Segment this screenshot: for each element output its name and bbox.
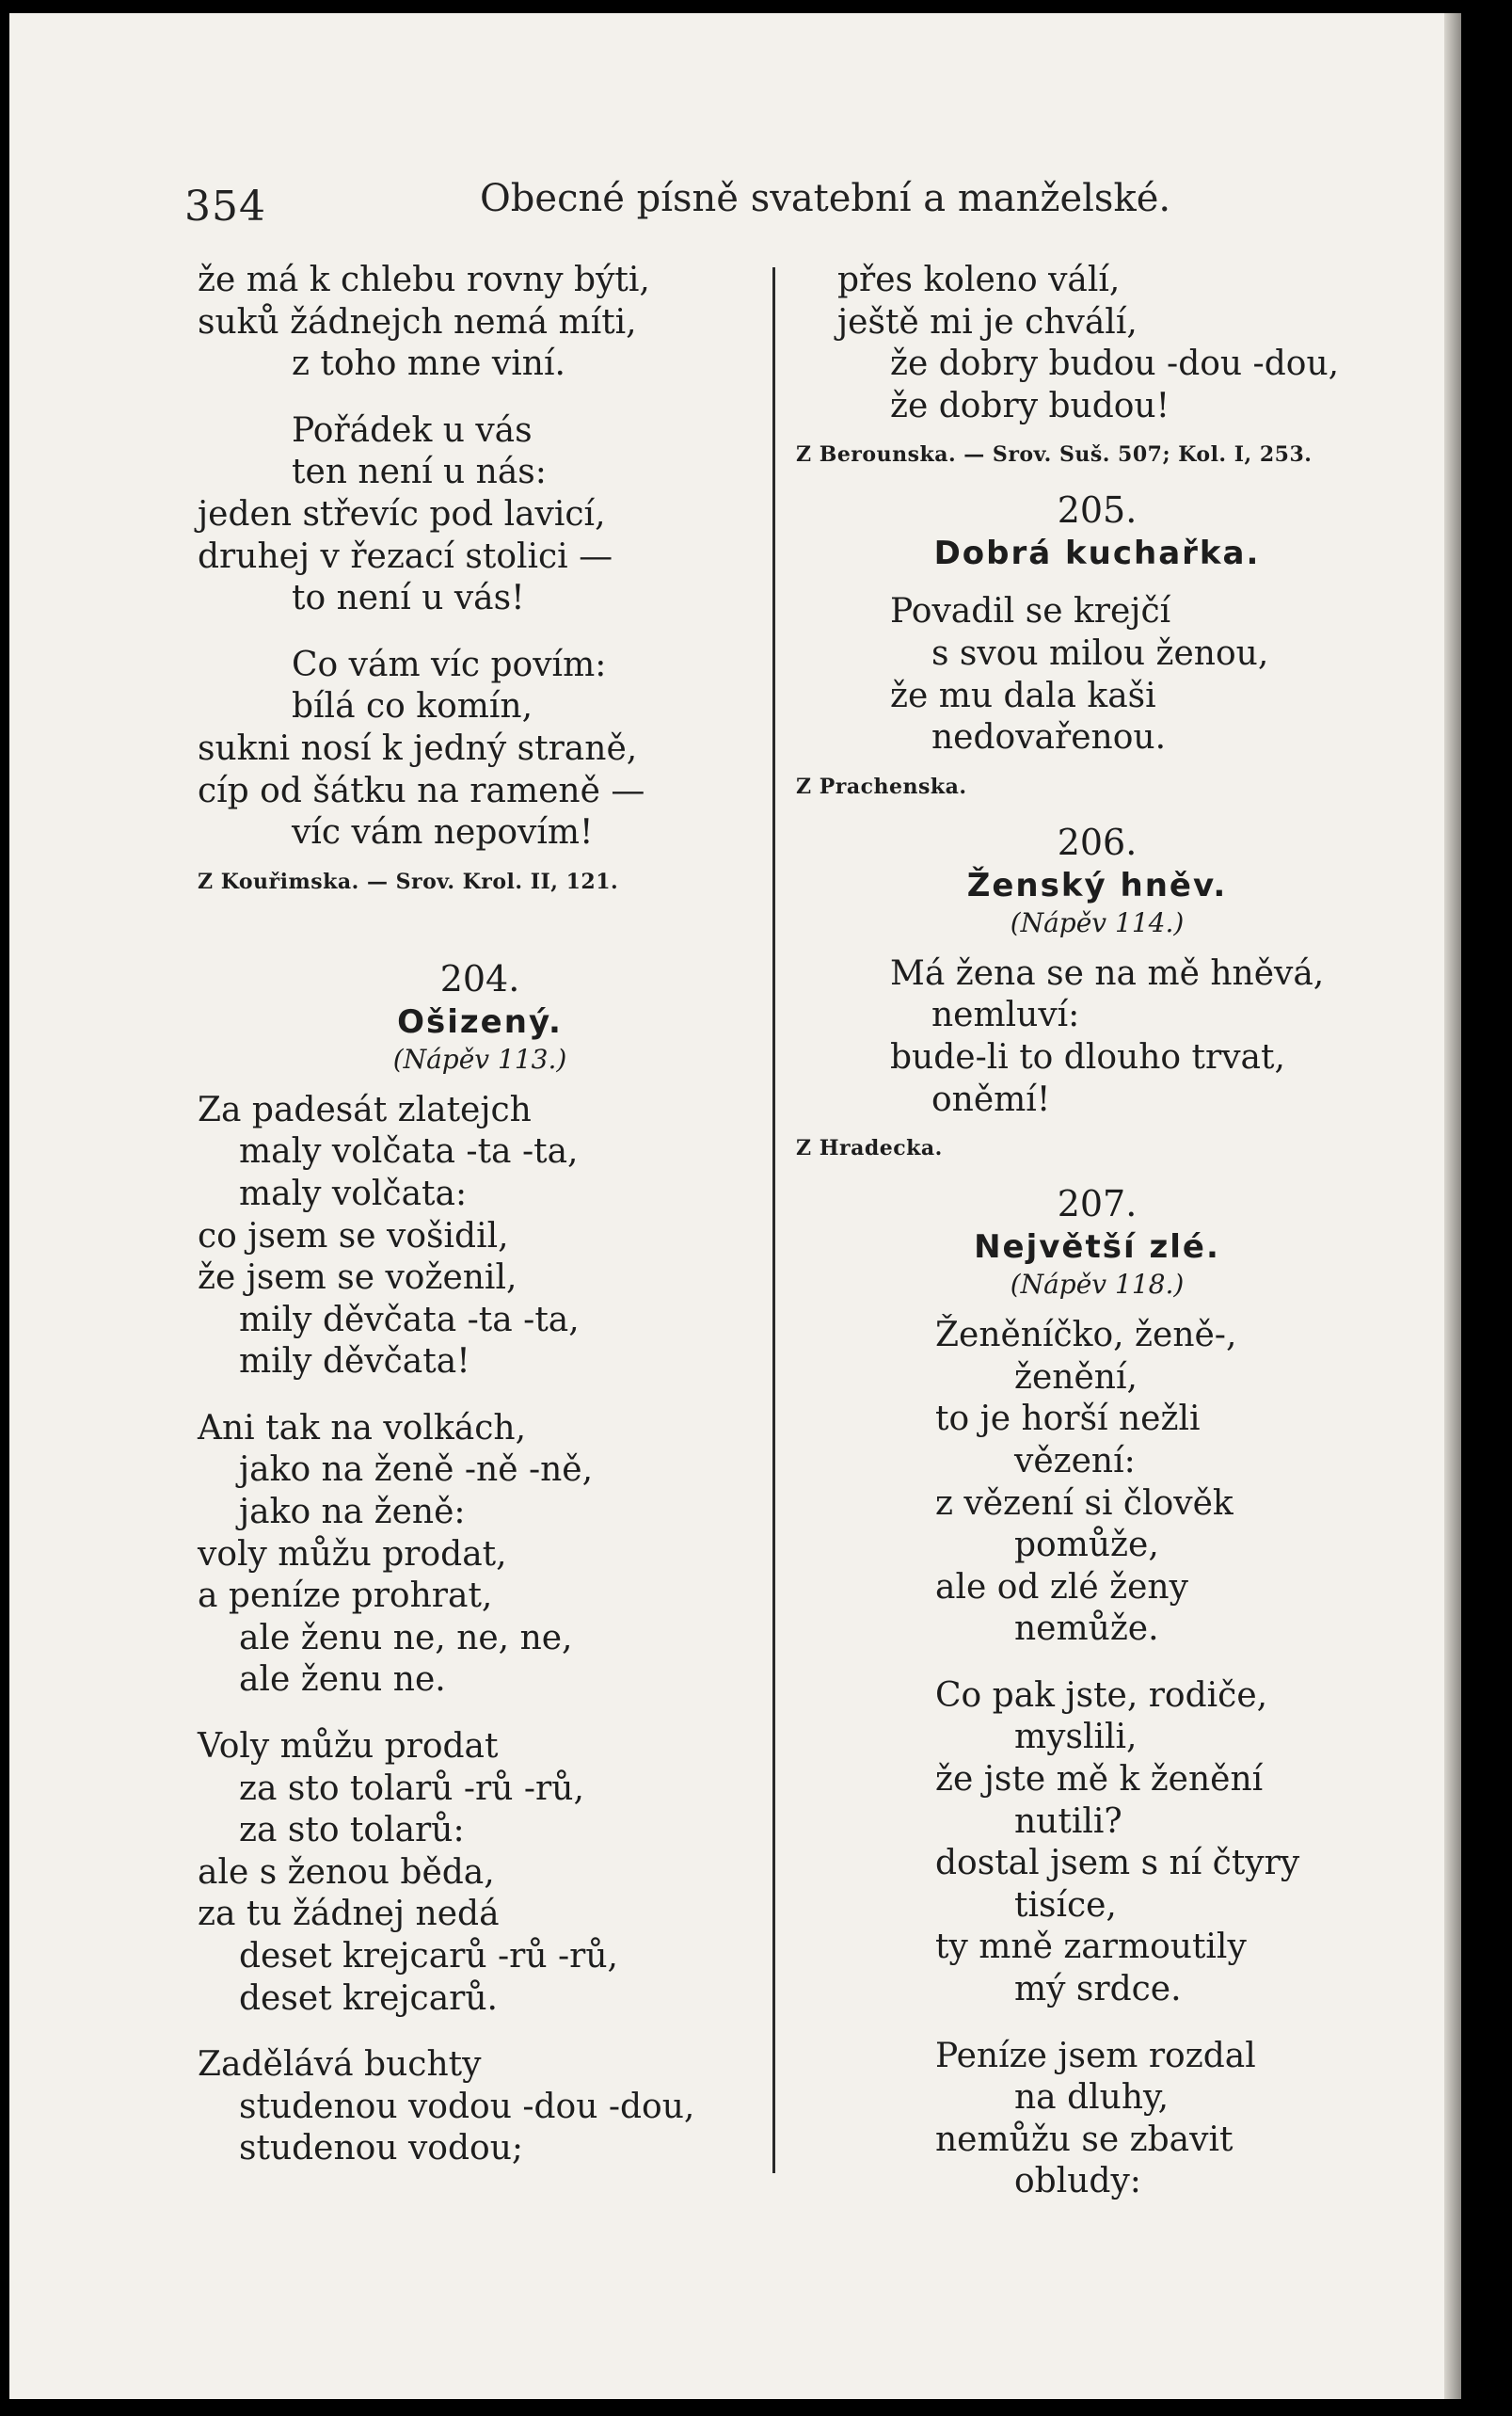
verse-line: to není u vás! <box>292 579 525 618</box>
song-title: Ošizený. <box>397 1002 563 1041</box>
book-page <box>9 13 1461 2399</box>
verse-line: co jsem se vošidil, <box>198 1216 509 1256</box>
tune-reference: (Nápěv 113.) <box>392 1043 567 1075</box>
right-column <box>796 260 1398 2228</box>
verse-line: přes koleno válí, <box>837 261 1121 299</box>
stanza <box>796 953 1398 1121</box>
song-title: Největší zlé. <box>974 1228 1220 1267</box>
verse-line: druhej v řezací stolici — <box>198 536 613 576</box>
verse-line: deset krejcarů. <box>239 1978 498 2018</box>
source-note: Z Prachenska. <box>796 774 967 799</box>
song-number: 204. <box>439 957 520 1000</box>
tune-reference: (Nápěv 118.) <box>1010 1269 1185 1301</box>
verse-line: oněmí! <box>931 1080 1051 1119</box>
verse-line: z toho mne viní. <box>292 344 565 384</box>
verse-line: cíp od šátku na rameně — <box>198 771 645 810</box>
stanza <box>796 2036 1398 2203</box>
verse-line: za tu žádnej nedá <box>198 1895 500 1934</box>
verse-line: jako na ženě -ně -ně, <box>239 1450 594 1490</box>
verse-line: že jsem se voženil, <box>198 1258 517 1298</box>
verse-line: nemluví: <box>931 996 1080 1035</box>
verse-line: ještě mi je chválí, <box>837 302 1138 342</box>
verse-line: mily děvčata! <box>239 1342 470 1382</box>
verse-line: nutili? <box>1014 1801 1122 1841</box>
song-number: 206. <box>1057 821 1138 863</box>
verse-line: studenou vodou -dou -dou, <box>239 2087 695 2126</box>
page-edge-shadow <box>1444 13 1461 2399</box>
left-column <box>198 260 762 2195</box>
verse-line: ale s ženou běda, <box>198 1852 495 1892</box>
verse-line: mý srdce. <box>1014 1970 1182 2009</box>
verse-line: voly můžu prodat, <box>198 1534 507 1574</box>
source-note: Z Kouřimska. — Srov. Krol. II, 121. <box>198 869 619 894</box>
verse-line: že má k chlebu rovny býti, <box>198 261 650 299</box>
verse-line: Za padesát zlatejch <box>198 1090 532 1129</box>
verse-line: Zadělává buchty <box>198 2045 482 2085</box>
verse-line: vězení: <box>1014 1441 1136 1480</box>
verse-line: Peníze jsem rozdal <box>935 2036 1256 2075</box>
stanza <box>198 260 762 386</box>
verse-line: že dobry budou! <box>890 386 1170 425</box>
verse-line: maly volčata -ta -ta, <box>239 1132 579 1172</box>
verse-line: z vězení si člověk <box>935 1483 1233 1523</box>
verse-line: Ani tak na volkách, <box>198 1408 527 1448</box>
verse-line: Co pak jste, rodiče, <box>935 1675 1268 1715</box>
verse-line: Má žena se na mě hněvá, <box>890 953 1325 993</box>
verse-line: nemůžu se zbavit <box>935 2120 1233 2159</box>
source-note: Z Berounska. — Srov. Suš. 507; Kol. I, 253. <box>796 442 1313 468</box>
verse-line: nemůže. <box>1014 1609 1159 1649</box>
verse-line: že mu dala kaši <box>890 676 1156 715</box>
verse-line: že dobry budou -dou -dou, <box>890 344 1340 384</box>
verse-line: to je horší nežli <box>935 1400 1201 1439</box>
stanza <box>198 1090 762 1384</box>
verse-line: Ženěníčko, ženě-, <box>935 1316 1237 1355</box>
verse-line: myslili, <box>1014 1718 1138 1757</box>
verse-line: mily děvčata -ta -ta, <box>239 1300 580 1339</box>
stanza <box>796 1315 1398 1651</box>
verse-line: Povadil se krejčí <box>890 592 1171 632</box>
verse-line: víc vám nepovím! <box>292 813 594 853</box>
song-number: 205. <box>1057 489 1138 532</box>
song-number: 207. <box>1057 1183 1138 1225</box>
verse-line: suků žádnejch nemá míti, <box>198 302 637 342</box>
running-title: Obecné písně svatební a manželské. <box>480 177 1171 220</box>
column-divider <box>772 267 775 2173</box>
verse-line: ale od zlé ženy <box>935 1567 1188 1607</box>
stanza <box>198 2044 762 2170</box>
verse-line: pomůže, <box>1014 1526 1159 1565</box>
stanza <box>796 591 1398 759</box>
source-note: Z Hradecka. <box>796 1136 943 1161</box>
stanza <box>796 260 1398 427</box>
stanza <box>198 645 762 855</box>
verse-line: a peníze prohrat, <box>198 1576 493 1616</box>
verse-line: že jste mě k ženění <box>935 1760 1264 1800</box>
verse-line: ten není u nás: <box>292 453 547 492</box>
stanza <box>198 1408 762 1702</box>
verse-line: ale ženu ne, ne, ne, <box>239 1618 573 1657</box>
verse-line: maly volčata: <box>239 1174 468 1213</box>
verse-line: Voly můžu prodat <box>198 1727 499 1767</box>
verse-line: bude-li to dlouho trvat, <box>890 1037 1285 1077</box>
page-header <box>9 154 1461 231</box>
verse-line: ženění, <box>1014 1357 1138 1397</box>
verse-line: Pořádek u vás <box>292 410 533 450</box>
verse-line: s svou milou ženou, <box>931 633 1269 673</box>
verse-line: sukni nosí k jedný straně, <box>198 728 638 768</box>
tune-reference: (Nápěv 114.) <box>1010 906 1185 938</box>
verse-line: jeden střevíc pod lavicí, <box>198 494 606 534</box>
page-number: 354 <box>184 183 266 231</box>
stanza <box>198 1726 762 2020</box>
verse-line: na dluhy, <box>1014 2078 1170 2118</box>
stanza <box>796 1675 1398 2011</box>
verse-line: za sto tolarů -rů -rů, <box>239 1768 584 1808</box>
verse-line: Co vám víc povím: <box>292 645 607 684</box>
verse-line: dostal jsem s ní čtyry <box>935 1844 1300 1883</box>
song-title: Ženský hněv. <box>966 866 1228 904</box>
verse-line: ty mně zarmoutily <box>935 1928 1247 1967</box>
stanza <box>198 410 762 620</box>
verse-line: jako na ženě: <box>239 1493 466 1532</box>
verse-line: bílá co komín, <box>292 687 533 727</box>
song-title: Dobrá kuchařka. <box>933 535 1261 573</box>
verse-line: tisíce, <box>1014 1885 1117 1925</box>
verse-line: ale ženu ne. <box>239 1660 446 1700</box>
verse-line: deset krejcarů -rů -rů, <box>239 1937 618 1976</box>
verse-line: za sto tolarů: <box>239 1811 465 1850</box>
verse-line: nedovařenou. <box>931 718 1167 758</box>
verse-line: obludy: <box>1014 2162 1141 2201</box>
verse-line: studenou vodou; <box>239 2129 524 2168</box>
